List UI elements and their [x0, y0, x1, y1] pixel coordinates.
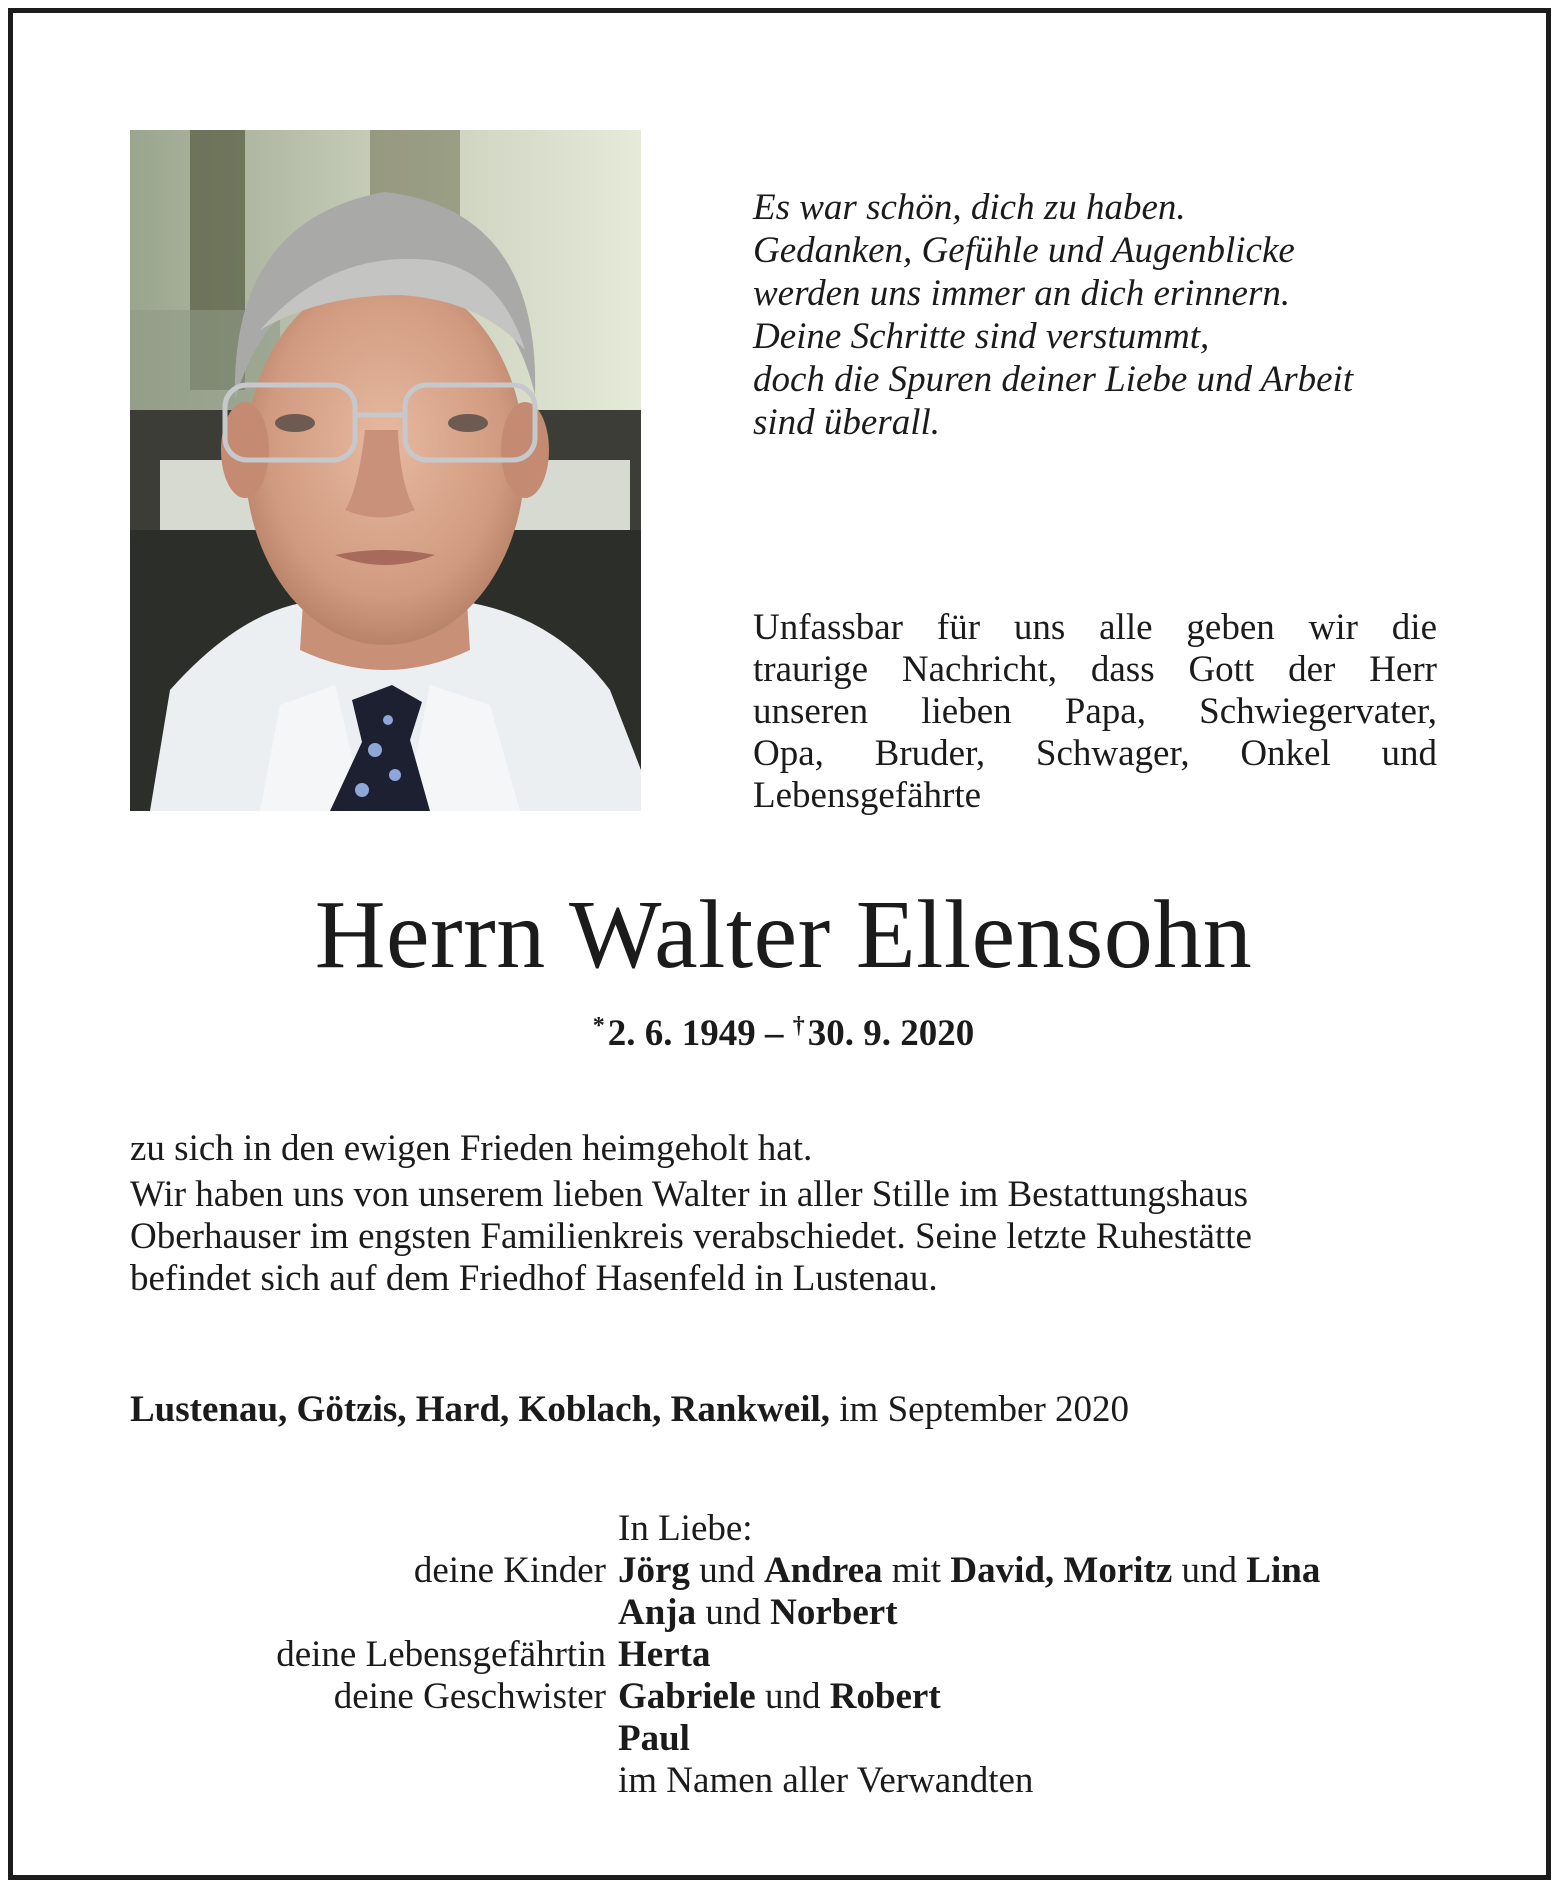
place-and-date	[130, 1388, 1129, 1432]
death-date: 30. 9. 2020	[807, 1013, 975, 1054]
child-name: Anja	[618, 1592, 697, 1633]
announcement-line: Lebensgefährte	[753, 775, 982, 816]
child-name: Jörg	[618, 1550, 690, 1591]
life-dates	[0, 1004, 1567, 1056]
portrait-photo	[130, 130, 641, 811]
poem-line: doch die Spuren deiner Liebe und Arbeit	[753, 359, 1354, 400]
deceased-name: Herrn Walter Ellensohn	[314, 881, 1253, 989]
partner-label: deine Lebensgefährtin	[276, 1634, 606, 1675]
poem-line: Gedanken, Gefühle und Augenblicke	[753, 230, 1295, 271]
mourners-intro: In Liebe:	[618, 1508, 753, 1549]
announcement-line: Unfassbar für uns alle geben wir die	[753, 607, 1437, 648]
partner-name: Herta	[618, 1634, 711, 1675]
conjunction: und	[755, 1676, 830, 1717]
date-separator: –	[755, 1013, 793, 1054]
children-row	[130, 1550, 1450, 1592]
conjunction: mit	[882, 1550, 951, 1591]
announcement-paragraph	[753, 607, 1437, 817]
sibling-name: Gabriele	[618, 1676, 756, 1717]
conjunction: und	[689, 1550, 764, 1591]
siblings-label: deine Geschwister	[333, 1676, 606, 1717]
sibling-name: Paul	[618, 1718, 690, 1759]
mourners-list	[130, 1508, 1450, 1802]
sibling-partner-name: Robert	[829, 1676, 941, 1717]
poem-line: Es war schön, dich zu haben.	[753, 187, 1186, 228]
poem-line: Deine Schritte sind verstummt,	[753, 316, 1210, 357]
birth-symbol: *	[592, 1013, 605, 1039]
birth-date: 2. 6. 1949	[607, 1013, 756, 1054]
farewell-line: Oberhauser im engsten Familienkreis verabschiedet. Seine letzte Ruhestätte	[130, 1216, 1252, 1257]
children-label: deine Kinder	[413, 1550, 606, 1591]
children-row-2	[130, 1592, 1450, 1634]
siblings-row-2	[130, 1718, 1450, 1760]
portrait-image	[130, 130, 641, 811]
grandchild-name: Lina	[1246, 1550, 1321, 1591]
poem-line: werden uns immer an dich erinnern.	[753, 273, 1291, 314]
announcement-line: unseren lieben Papa, Schwiegervater,	[753, 691, 1437, 732]
death-symbol: †	[792, 1013, 805, 1039]
relatives-note: im Namen aller Verwandten	[618, 1760, 1034, 1801]
child-partner-name: Norbert	[770, 1592, 898, 1633]
place-towns: Lustenau, Götzis, Hard, Koblach, Rankweil,	[130, 1389, 831, 1430]
announcement-line: traurige Nachricht, dass Gott der Herr	[753, 649, 1437, 690]
memorial-poem	[753, 186, 1473, 444]
farewell-paragraph	[130, 1128, 1438, 1300]
farewell-line: zu sich in den ewigen Frieden heimgeholt hat.	[130, 1128, 813, 1169]
poem-line: sind überall.	[753, 402, 941, 443]
place-date: im September 2020	[830, 1389, 1130, 1430]
partner-row	[130, 1634, 1450, 1676]
farewell-line: Wir haben uns von unserem lieben Walter in aller Stille im Bestattungshaus	[130, 1174, 1248, 1215]
conjunction: und	[696, 1592, 771, 1633]
siblings-row	[130, 1676, 1450, 1718]
farewell-line: befindet sich auf dem Friedhof Hasenfeld in Lustenau.	[130, 1258, 938, 1299]
child-partner-name: Andrea	[763, 1550, 883, 1591]
announcement-line: Opa, Bruder, Schwager, Onkel und	[753, 733, 1437, 774]
relatives-row	[130, 1760, 1450, 1802]
mourners-intro-row	[130, 1508, 1450, 1550]
conjunction: und	[1172, 1550, 1247, 1591]
grandchildren-names: David, Moritz	[950, 1550, 1173, 1591]
